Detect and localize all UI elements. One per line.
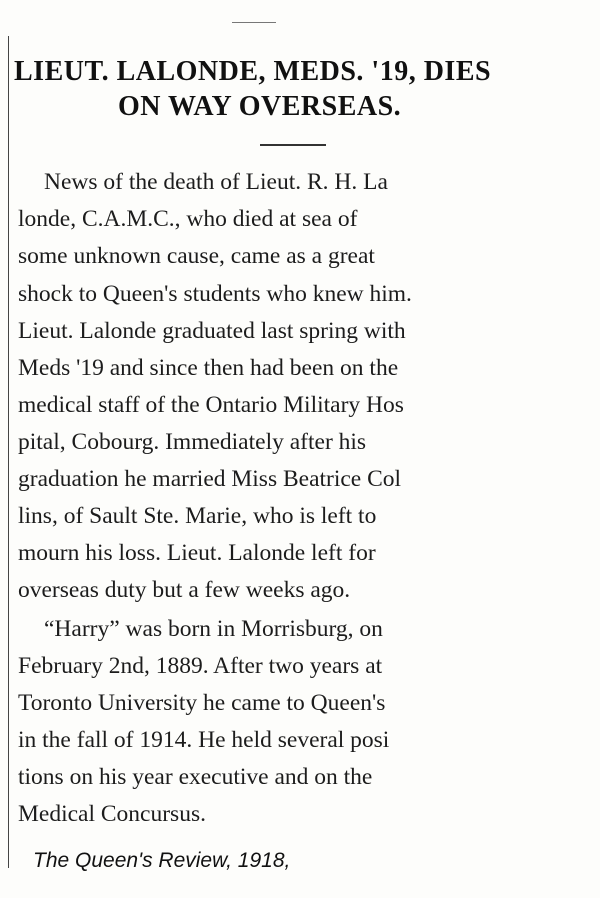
- headline-divider: [260, 144, 326, 146]
- clipping-edge-mark: [232, 22, 276, 23]
- article-line: Lieut. Lalonde graduated last spring with: [18, 318, 406, 344]
- article-line: tions on his year executive and on the: [18, 764, 373, 790]
- headline-line-2: ON WAY OVERSEAS.: [118, 91, 402, 122]
- headline-line-1: LIEUT. LALONDE, MEDS. '19, DIES: [14, 56, 492, 87]
- article-line: February 2nd, 1889. After two years at: [18, 653, 383, 679]
- article-line: Toronto University he came to Queen's: [18, 690, 386, 716]
- article-line: graduation he married Miss Beatrice Col: [18, 466, 402, 492]
- article-line: “Harry” was born in Morrisburg, on: [44, 616, 383, 642]
- article-line: Medical Concursus.: [18, 801, 206, 827]
- article-line: medical staff of the Ontario Military Hos: [18, 392, 404, 418]
- article-line: londe, C.A.M.C., who died at sea of: [18, 206, 358, 232]
- article-line: Meds '19 and since then had been on the: [18, 355, 399, 381]
- article-line: overseas duty but a few weeks ago.: [18, 577, 351, 603]
- article-line: News of the death of Lieut. R. H. La: [44, 169, 388, 195]
- article-line: shock to Queen's students who knew him.: [18, 281, 412, 307]
- column-rule: [8, 36, 9, 868]
- article-line: mourn his loss. Lieut. Lalonde left for: [18, 540, 376, 566]
- article-line: in the fall of 1914. He held several posi: [18, 727, 390, 753]
- source-caption: The Queen's Review, 1918,: [33, 849, 291, 872]
- article-line: pital, Cobourg. Immediately after his: [18, 429, 367, 455]
- article-line: lins, of Sault Ste. Marie, who is left to: [18, 503, 377, 529]
- article-line: some unknown cause, came as a great: [18, 243, 375, 269]
